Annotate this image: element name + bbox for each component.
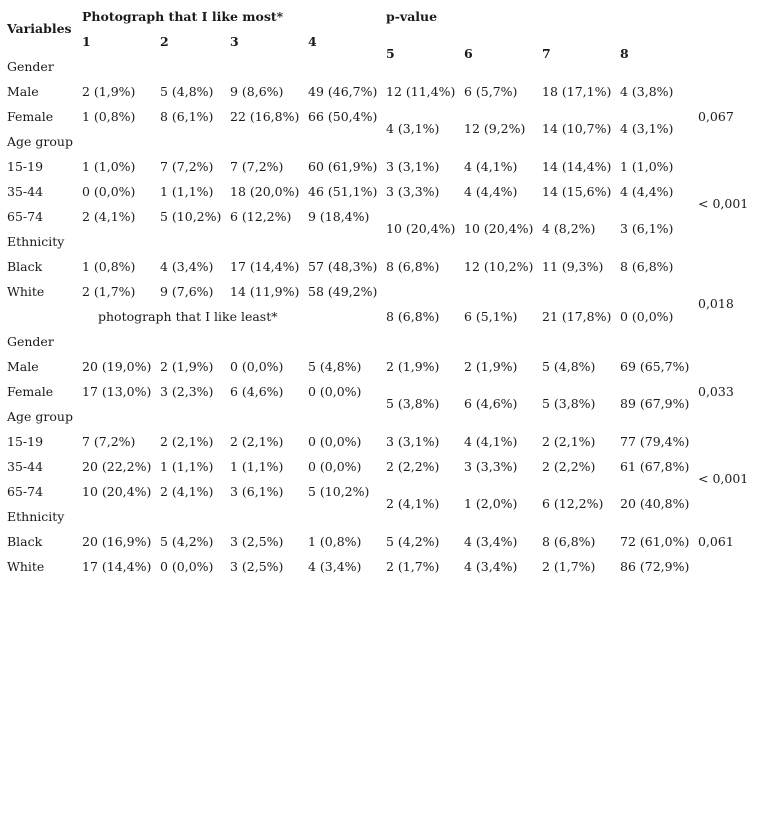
p-value: < 0,001 [698, 196, 749, 211]
cell: 0 (0,0%) [620, 309, 674, 324]
cell: 5 (4,8%) [542, 359, 596, 374]
row-label: Female [7, 109, 54, 124]
section-label: Gender [7, 59, 54, 74]
cell: 8 (6,8%) [542, 534, 596, 549]
cell: 20 (19,0%) [82, 359, 152, 374]
cell: 5 (4,8%) [160, 84, 214, 99]
cell: 12 (9,2%) [464, 121, 526, 136]
cell: 1 (1,1%) [230, 459, 284, 474]
header-col-1: 1 [82, 34, 91, 49]
cell: 21 (17,8%) [542, 309, 612, 324]
cell: 14 (10,7%) [542, 121, 612, 136]
cell: 5 (3,8%) [542, 396, 596, 411]
cell: 3 (2,5%) [230, 534, 284, 549]
cell: 4 (3,4%) [308, 559, 362, 574]
cell: 2 (1,9%) [464, 359, 518, 374]
cell: 2 (4,1%) [386, 496, 440, 511]
cell: 6 (4,6%) [464, 396, 518, 411]
cell: 6 (5,1%) [464, 309, 518, 324]
p-value: < 0,001 [698, 471, 749, 486]
cell: 5 (4,8%) [308, 359, 362, 374]
cell: 5 (3,8%) [386, 396, 440, 411]
cell: 2 (2,1%) [160, 434, 214, 449]
cell: 8 (6,8%) [386, 259, 440, 274]
section-label: Ethnicity [7, 509, 65, 524]
header-p-value: p-value [386, 9, 438, 24]
cell: 18 (20,0%) [230, 184, 300, 199]
cell: 4 (4,4%) [464, 184, 518, 199]
cell: 0 (0,0%) [308, 434, 362, 449]
cell: 6 (5,7%) [464, 84, 518, 99]
cell: 8 (6,8%) [620, 259, 674, 274]
cell: 7 (7,2%) [82, 434, 136, 449]
row-label: 35-44 [7, 459, 44, 474]
cell: 4 (3,8%) [620, 84, 674, 99]
cell: 14 (11,9%) [230, 284, 300, 299]
cell: 22 (16,8%) [230, 109, 300, 124]
cell: 14 (14,4%) [542, 159, 612, 174]
cell: 4 (3,4%) [464, 559, 518, 574]
cell: 0 (0,0%) [308, 384, 362, 399]
p-value: 0,067 [698, 109, 734, 124]
cell: 72 (61,0%) [620, 534, 690, 549]
cell: 17 (14,4%) [82, 559, 152, 574]
cell: 6 (12,2%) [230, 209, 292, 224]
cell: 2 (4,1%) [82, 209, 136, 224]
p-value: 0,061 [698, 534, 734, 549]
cell: 8 (6,8%) [386, 309, 440, 324]
header-col-5: 5 [386, 46, 395, 61]
cell: 1 (1,0%) [620, 159, 674, 174]
header-col-2: 2 [160, 34, 169, 49]
cell: 4 (4,4%) [620, 184, 674, 199]
cell: 6 (12,2%) [542, 496, 604, 511]
cell: 60 (61,9%) [308, 159, 378, 174]
header-col-6: 6 [464, 46, 473, 61]
row-label: Black [7, 259, 43, 274]
cell: 3 (6,1%) [230, 484, 284, 499]
cell: 3 (2,3%) [160, 384, 214, 399]
cell: 3 (6,1%) [620, 221, 674, 236]
cell: 3 (2,5%) [230, 559, 284, 574]
section-label: Gender [7, 334, 54, 349]
cell: 5 (10,2%) [308, 484, 370, 499]
cell: 4 (4,1%) [464, 434, 518, 449]
cell: 2 (4,1%) [160, 484, 214, 499]
cell: 2 (2,1%) [230, 434, 284, 449]
cell: 2 (2,2%) [386, 459, 440, 474]
row-label: 65-74 [7, 209, 44, 224]
cell: 3 (3,3%) [464, 459, 518, 474]
cell: 18 (17,1%) [542, 84, 612, 99]
cell: 1 (0,8%) [308, 534, 362, 549]
cell: 20 (22,2%) [82, 459, 152, 474]
cell: 3 (3,1%) [386, 434, 440, 449]
cell: 14 (15,6%) [542, 184, 612, 199]
cell: 4 (8,2%) [542, 221, 596, 236]
cell: 69 (65,7%) [620, 359, 690, 374]
cell: 12 (10,2%) [464, 259, 534, 274]
cell: 2 (1,7%) [82, 284, 136, 299]
cell: 3 (3,1%) [386, 159, 440, 174]
cell: 2 (1,7%) [542, 559, 596, 574]
cell: 1 (0,8%) [82, 259, 136, 274]
section-label: Age group [7, 134, 73, 149]
cell: 11 (9,3%) [542, 259, 604, 274]
cell: 9 (8,6%) [230, 84, 284, 99]
cell: 0 (0,0%) [308, 459, 362, 474]
header-col-8: 8 [620, 46, 629, 61]
cell: 20 (16,9%) [82, 534, 152, 549]
header-col-4: 4 [308, 34, 317, 49]
cell: 5 (4,2%) [160, 534, 214, 549]
cell: 77 (79,4%) [620, 434, 690, 449]
cell: 4 (3,1%) [386, 121, 440, 136]
cell: 46 (51,1%) [308, 184, 378, 199]
cell: 6 (4,6%) [230, 384, 284, 399]
cell: 58 (49,2%) [308, 284, 378, 299]
cell: 9 (7,6%) [160, 284, 214, 299]
cell: 4 (3,4%) [464, 534, 518, 549]
cell: 10 (20,4%) [464, 221, 534, 236]
cell: 12 (11,4%) [386, 84, 456, 99]
row-label: Male [7, 359, 39, 374]
cell: 10 (20,4%) [386, 221, 456, 236]
cell: 9 (18,4%) [308, 209, 370, 224]
cell: 5 (10,2%) [160, 209, 222, 224]
cell: 2 (1,7%) [386, 559, 440, 574]
cell: 61 (67,8%) [620, 459, 690, 474]
header-col-7: 7 [542, 46, 551, 61]
cell: 4 (3,4%) [160, 259, 214, 274]
row-label: White [7, 284, 45, 299]
row-label: 65-74 [7, 484, 44, 499]
header-like-most: Photograph that I like most* [82, 9, 284, 24]
cell: 17 (14,4%) [230, 259, 300, 274]
row-label: Female [7, 384, 54, 399]
header-like-least: photograph that I like least* [98, 309, 278, 324]
cell: 0 (0,0%) [160, 559, 214, 574]
section-label: Age group [7, 409, 73, 424]
cell: 0 (0,0%) [82, 184, 136, 199]
cell: 57 (48,3%) [308, 259, 378, 274]
row-label: Male [7, 84, 39, 99]
cell: 2 (1,9%) [386, 359, 440, 374]
row-label: White [7, 559, 45, 574]
cell: 1 (1,1%) [160, 459, 214, 474]
cell: 2 (1,9%) [82, 84, 136, 99]
row-label: 35-44 [7, 184, 44, 199]
header-variables: Variables [7, 21, 72, 36]
cell: 4 (4,1%) [464, 159, 518, 174]
cell: 5 (4,2%) [386, 534, 440, 549]
cell: 7 (7,2%) [160, 159, 214, 174]
cell: 10 (20,4%) [82, 484, 152, 499]
cell: 86 (72,9%) [620, 559, 690, 574]
cell: 4 (3,1%) [620, 121, 674, 136]
cell: 2 (1,9%) [160, 359, 214, 374]
cell: 1 (1,1%) [160, 184, 214, 199]
cell: 17 (13,0%) [82, 384, 152, 399]
cell: 8 (6,1%) [160, 109, 214, 124]
cell: 20 (40,8%) [620, 496, 690, 511]
cell: 7 (7,2%) [230, 159, 284, 174]
row-label: Black [7, 534, 43, 549]
cell: 1 (1,0%) [82, 159, 136, 174]
cell: 2 (2,1%) [542, 434, 596, 449]
cell: 89 (67,9%) [620, 396, 690, 411]
cell: 49 (46,7%) [308, 84, 378, 99]
header-col-3: 3 [230, 34, 239, 49]
p-value: 0,018 [698, 296, 734, 311]
cell: 0 (0,0%) [230, 359, 284, 374]
cell: 1 (2,0%) [464, 496, 518, 511]
section-label: Ethnicity [7, 234, 65, 249]
row-label: 15-19 [7, 159, 44, 174]
row-label: 15-19 [7, 434, 44, 449]
cell: 2 (2,2%) [542, 459, 596, 474]
cell: 66 (50,4%) [308, 109, 378, 124]
cell: 1 (0,8%) [82, 109, 136, 124]
p-value: 0,033 [698, 384, 734, 399]
cell: 3 (3,3%) [386, 184, 440, 199]
